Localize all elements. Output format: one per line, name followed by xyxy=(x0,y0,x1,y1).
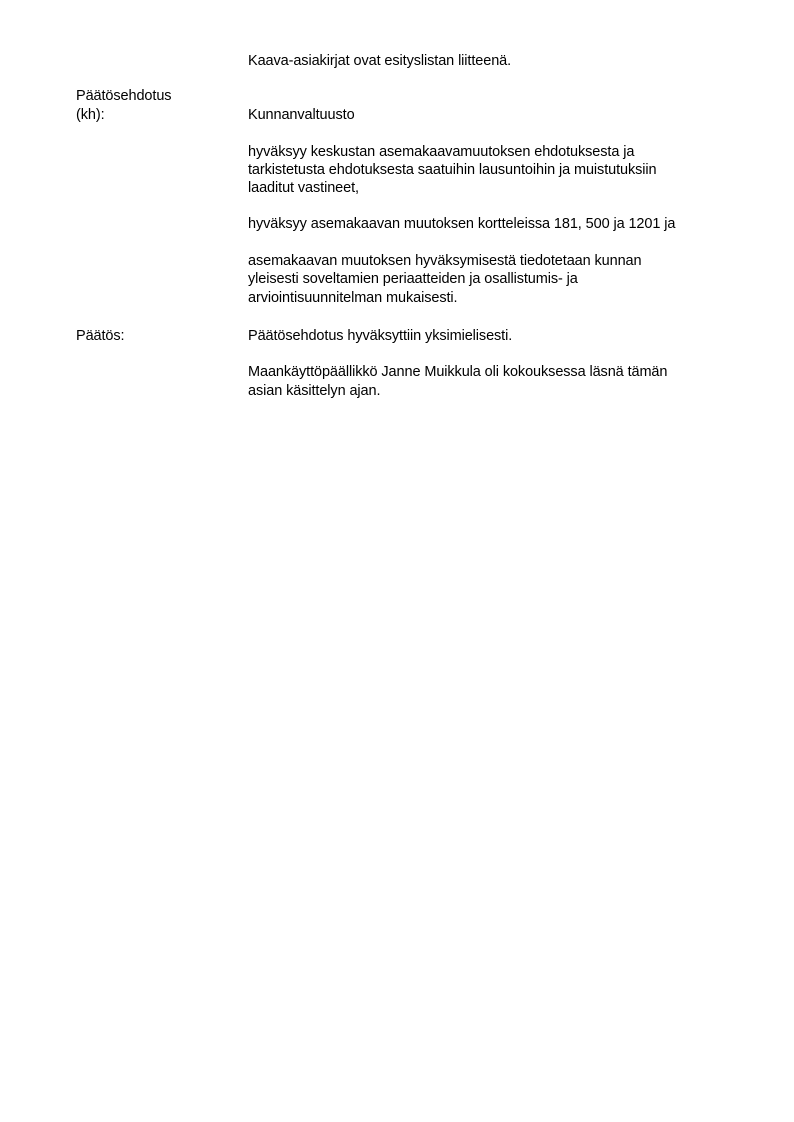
proposal-heading: Kunnanvaltuusto xyxy=(248,107,355,123)
proposal-label: Päätösehdotus xyxy=(76,88,172,104)
proposal-label-kh: (kh): xyxy=(76,107,105,123)
proposal-item-1-line: laaditut vastineet, xyxy=(248,180,359,196)
proposal-item-1-line: hyväksyy keskustan asemakaavamuutoksen ehdotuksesta ja xyxy=(248,144,635,160)
proposal-item-1-line: tarkistetusta ehdotuksesta saatuihin lausuntoihin ja muistutuksiin xyxy=(248,162,657,178)
decision-label: Päätös: xyxy=(76,328,125,344)
proposal-item-3-line: yleisesti soveltamien periaatteiden ja osallistumis- ja xyxy=(248,271,578,287)
proposal-item-3-line: arviointisuunnitelman mukaisesti. xyxy=(248,290,458,306)
proposal-item-2-line: hyväksyy asemakaavan muutoksen kortteleissa 181, 500 ja 1201 ja xyxy=(248,216,676,232)
decision-text: Päätösehdotus hyväksyttiin yksimielisesti. xyxy=(248,328,513,344)
decision-note-line: Maankäyttöpäällikkö Janne Muikkula oli kokouksessa läsnä tämän xyxy=(248,364,668,380)
proposal-item-3-line: asemakaavan muutoksen hyväksymisestä tiedotetaan kunnan xyxy=(248,253,642,269)
attachments-note: Kaava-asiakirjat ovat esityslistan liitteenä. xyxy=(248,53,512,69)
decision-note-line: asian käsittelyn ajan. xyxy=(248,383,381,399)
